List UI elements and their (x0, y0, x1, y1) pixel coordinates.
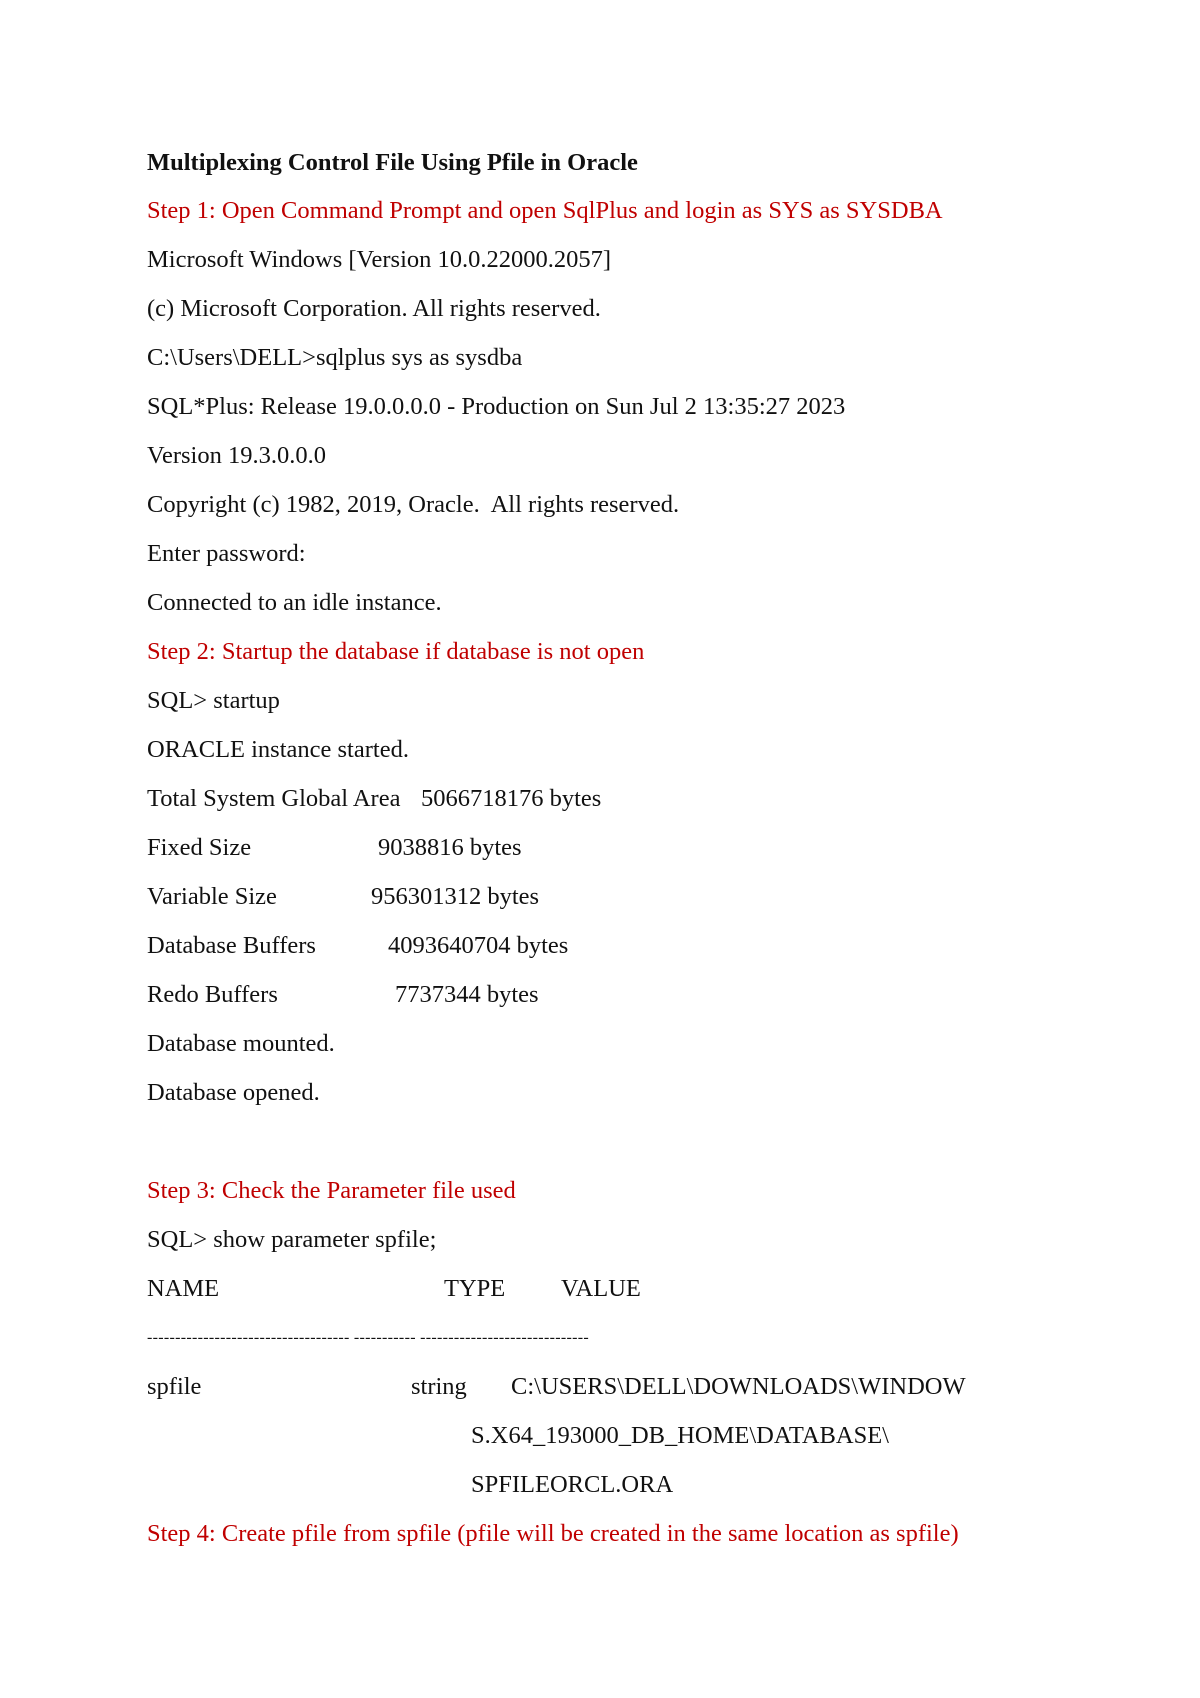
table-separator: ------------------------------------ ----------- ------------------------------ (147, 1329, 589, 1346)
row-value-line-3: SPFILEORCL.ORA (471, 1471, 674, 1498)
microsoft-copyright-line: (c) Microsoft Corporation. All rights reserved. (147, 295, 601, 322)
sga-variable-label: Variable Size (147, 883, 277, 910)
header-name: NAME (147, 1275, 220, 1302)
document-title: Multiplexing Control File Using Pfile in Oracle (147, 149, 638, 176)
row-value-line-2: S.X64_193000_DB_HOME\DATABASE\ (471, 1422, 889, 1449)
row-type: string (411, 1373, 467, 1400)
sqlplus-command-line: C:\Users\DELL>sqlplus sys as sysdba (147, 344, 523, 371)
sga-redo-label: Redo Buffers (147, 981, 278, 1008)
step-1-heading: Step 1: Open Command Prompt and open SqlPlus and login as SYS as SYSDBA (147, 197, 943, 224)
sga-fixed-value: 9038816 bytes (378, 834, 522, 861)
connected-line: Connected to an idle instance. (147, 589, 442, 616)
sga-total-value: 5066718176 bytes (421, 785, 602, 812)
sga-db-buffers-label: Database Buffers (147, 932, 316, 959)
header-type: TYPE (444, 1275, 506, 1302)
sqlplus-release-line: SQL*Plus: Release 19.0.0.0.0 - Production on Sun Jul 2 13:35:27 2023 (147, 393, 846, 420)
sga-total-label: Total System Global Area (147, 785, 401, 812)
step-4-heading: Step 4: Create pfile from spfile (pfile will be created in the same location as spfile) (147, 1520, 959, 1547)
sga-db-buffers-value: 4093640704 bytes (388, 932, 569, 959)
oracle-copyright-line: Copyright (c) 1982, 2019, Oracle. All rights reserved. (147, 491, 680, 518)
row-value-line-1: C:\USERS\DELL\DOWNLOADS\WINDOW (511, 1373, 966, 1400)
step-2-heading: Step 2: Startup the database if database is not open (147, 638, 645, 665)
version-line: Version 19.3.0.0.0 (147, 442, 326, 469)
instance-started-line: ORACLE instance started. (147, 736, 409, 763)
step-3-heading: Step 3: Check the Parameter file used (147, 1177, 516, 1204)
db-mounted-line: Database mounted. (147, 1030, 335, 1057)
db-opened-line: Database opened. (147, 1079, 320, 1106)
sga-redo-value: 7737344 bytes (395, 981, 539, 1008)
sql-startup-line: SQL> startup (147, 687, 280, 714)
enter-password-line: Enter password: (147, 540, 306, 567)
show-parameter-line: SQL> show parameter spfile; (147, 1226, 437, 1253)
row-name: spfile (147, 1373, 202, 1400)
header-value: VALUE (561, 1275, 641, 1302)
sga-variable-value: 956301312 bytes (371, 883, 540, 910)
windows-version-line: Microsoft Windows [Version 10.0.22000.2057] (147, 246, 612, 273)
sga-fixed-label: Fixed Size (147, 834, 252, 861)
